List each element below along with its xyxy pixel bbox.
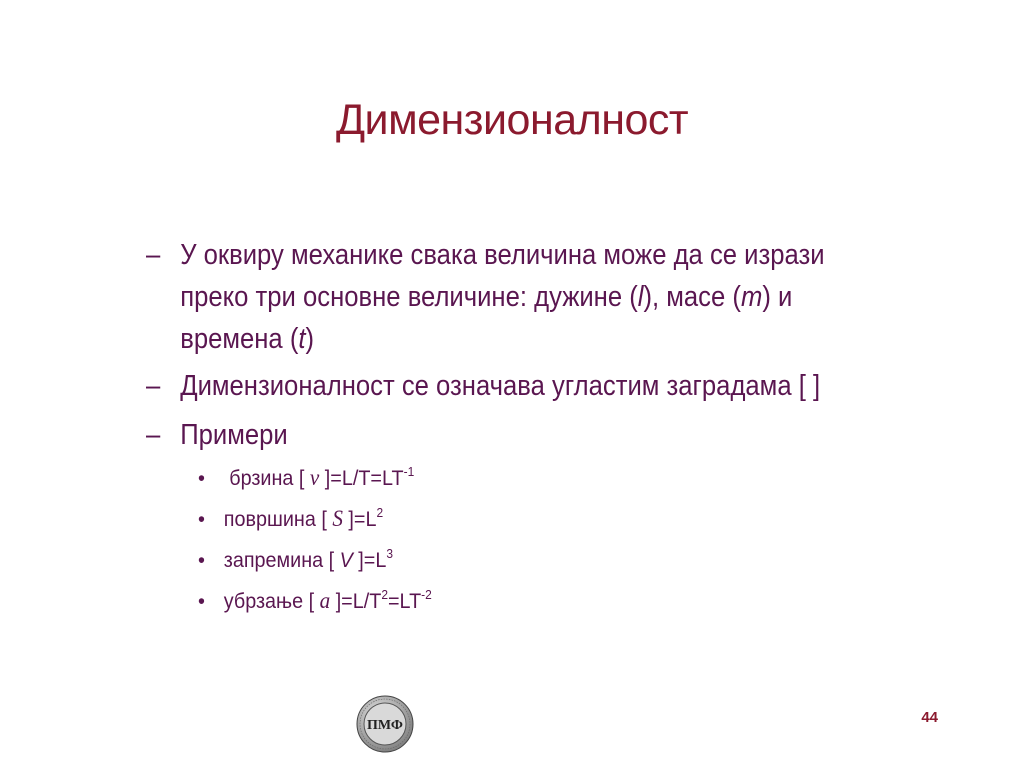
svg-text:ПМФ: ПМФ <box>367 718 403 733</box>
bullet-text: У оквиру механике свака величина може да се изрази преко три основне величине: дужине (l), масе (m) и времена (t) <box>180 239 825 355</box>
example-acceleration: • убрзање [ a ]$=L/T^2=LT^{-2}$ <box>198 587 432 613</box>
bullet-text: Примери <box>180 419 288 451</box>
bullet-dot: • <box>198 589 205 613</box>
slide-title: Димензионалност <box>335 96 689 144</box>
bullet-item-3 <box>146 414 830 456</box>
dash-marker: – <box>146 419 161 451</box>
example-volume: • запремина [ V ]$=L^3$ <box>198 546 394 572</box>
example-area: • површина [ S ]$=L^2$ <box>198 505 384 531</box>
faculty-seal-logo <box>356 695 414 753</box>
example-velocity: • брзина [ v ]$=L/T=LT^{-1}$ <box>198 464 415 490</box>
bullet-dot: • <box>198 466 205 490</box>
bullet-item-1 <box>146 234 830 360</box>
dash-marker: – <box>146 370 161 402</box>
bullet-item-2 <box>146 365 830 407</box>
page-number: 44 <box>921 709 938 726</box>
dash-marker: – <box>146 239 161 271</box>
bullet-text: Димензионалност се означава угластим заградама [ ] <box>180 370 821 402</box>
bullet-dot: • <box>198 507 205 531</box>
bullet-dot: • <box>198 548 205 572</box>
